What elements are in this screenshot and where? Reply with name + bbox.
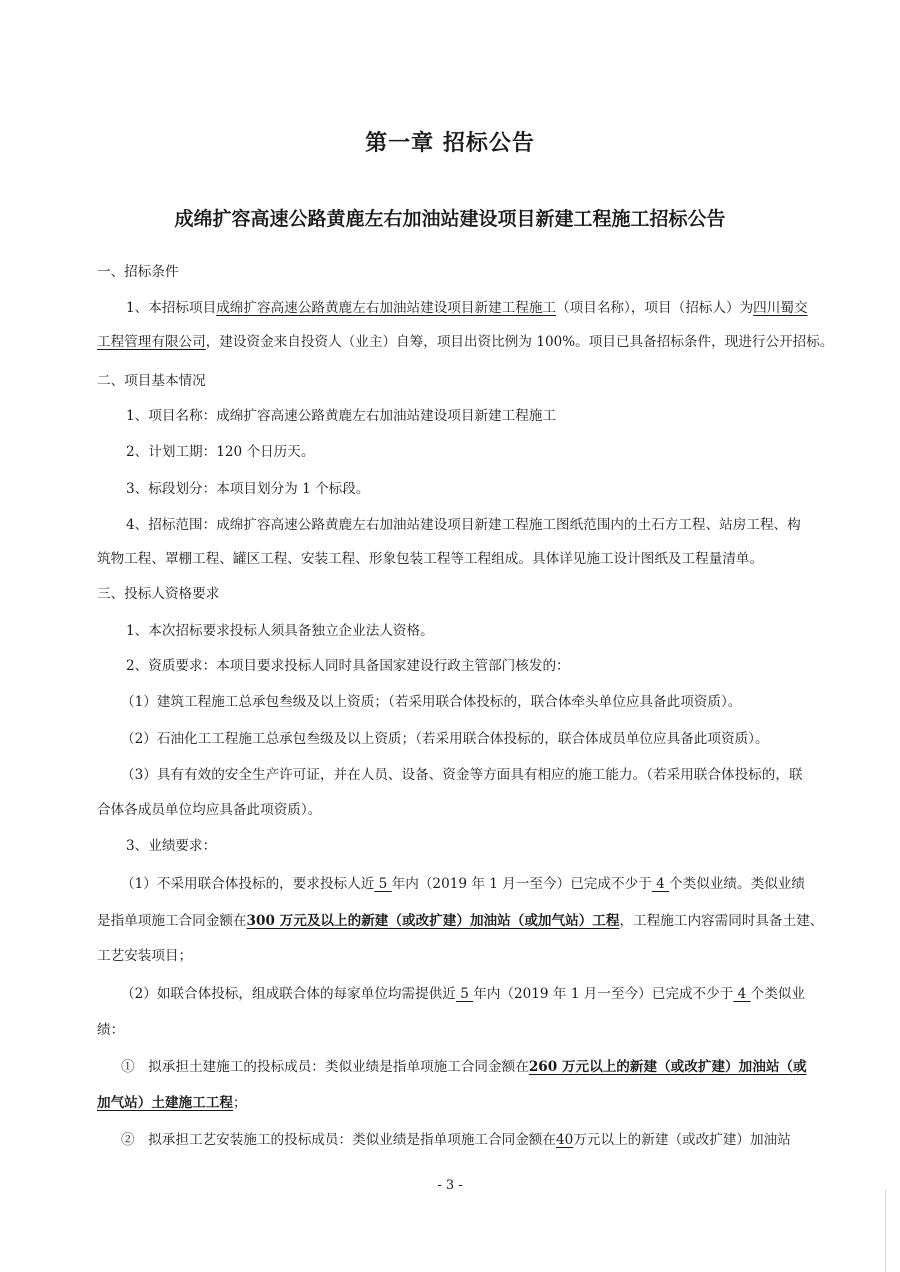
legal-entity-item: 1、本次招标要求投标人须具备独立企业法人资格。 [126,623,434,639]
section-3-heading: 三、投标人资格要求 [97,586,220,602]
member-requirement-1: ① 拟承担土建施工的投标成员：类似业绩是指单项施工合同金额在260 万元以上的新建（或改扩建）加油站（或 [121,1059,807,1075]
qualification-3: （3）具有有效的安全生产许可证，并在人员、设备、资金等方面具有相应的施工能力。（若采用联合体投标的，联 [121,767,803,783]
scope-item-continued: 筑物工程、罩棚工程、罐区工程、安装工程、形象包装工程等工程组成。具体详见施工设计图纸及工程量清单。 [97,551,764,567]
performance-2-line: （2）如联合体投标，组成联合体的每家单位均需提供近 5 年内（2019 年 1 月一至今）已完成不少于 4 个类似业 [121,986,805,1002]
section-2-heading: 二、项目基本情况 [97,373,206,389]
lot-item: 3、标段划分：本项目划分为 1 个标段。 [126,481,370,497]
performance-2-line: 绩： [97,1022,125,1038]
contract-threshold: 260 万元以上的新建（或改扩建）加油站（或 [528,1059,807,1075]
chapter-heading: 第一章 招标公告 [365,130,535,156]
performance-1-line: 工艺安装项目； [97,948,193,964]
scope-item: 4、招标范围：成绵扩容高速公路黄鹿左右加油站建设项目新建工程施工图纸范围内的土石方工程、站房工程、构 [126,517,801,533]
notice-title: 成绵扩容高速公路黄鹿左右加油站建设项目新建工程施工招标公告 [174,208,726,230]
schedule-item: 2、计划工期：120 个日历天。 [126,444,315,460]
qualification-3-continued: 合体各成员单位均应具备此项资质）。 [97,802,322,818]
section-1-heading: 一、招标条件 [97,264,179,280]
project-name: 成绵扩容高速公路黄鹿左右加油站建设项目新建工程施工 [216,300,557,316]
performance-1-line: （1）不采用联合体投标的，要求投标人近 5 年内（2019 年 1 月一至今）已完成不少于 4 个类似业绩。类似业绩 [121,876,805,892]
section-1-paragraph-line: 1、本招标项目成绵扩容高速公路黄鹿左右加油站建设项目新建工程施工（项目名称），项目（招标人）为四川蜀交 [126,300,808,316]
project-name-item: 1、项目名称：成绵扩容高速公路黄鹿左右加油站建设项目新建工程施工 [126,408,557,424]
contract-threshold: 40 [556,1132,574,1148]
scan-edge-line [885,1190,886,1272]
page-number: - 3 - [437,1178,463,1193]
member-requirement-2: ② 拟承担工艺安装施工的投标成员：类似业绩是指单项施工合同金额在40万元以上的新建（或改扩建）加油站 [121,1132,791,1148]
performance-item: 3、业绩要求： [126,838,217,854]
section-1-paragraph-line: 工程管理有限公司，建设资金来自投资人（业主）自筹，项目出资比例为 100%。项目已具备招标条件，现进行公开招标。 [97,334,834,350]
qualification-1: （1）建筑工程施工总承包叁级及以上资质；（若采用联合体投标的，联合体牵头单位应具备此项资质）。 [121,694,742,710]
qualification-item: 2、资质要求：本项目要求投标人同时具备国家建设行政主管部门核发的： [126,658,570,674]
tenderer-name: 四川蜀交 [753,300,808,316]
qualification-2: （2）石油化工工程施工总承包叁级及以上资质；（若采用联合体投标的，联合体成员单位应具备此项资质）。 [121,731,769,747]
contract-threshold: 300 万元及以上的新建（或改扩建）加油站（或加气站）工程 [246,913,620,929]
tenderer-name: 工程管理有限公司 [97,334,206,350]
performance-1-line: 是指单项施工合同金额在300 万元及以上的新建（或改扩建）加油站（或加气站）工程，工程施工内容需同时具备土建、 [97,913,824,929]
member-requirement-1-continued: 加气站）土建施工工程； [97,1095,247,1111]
